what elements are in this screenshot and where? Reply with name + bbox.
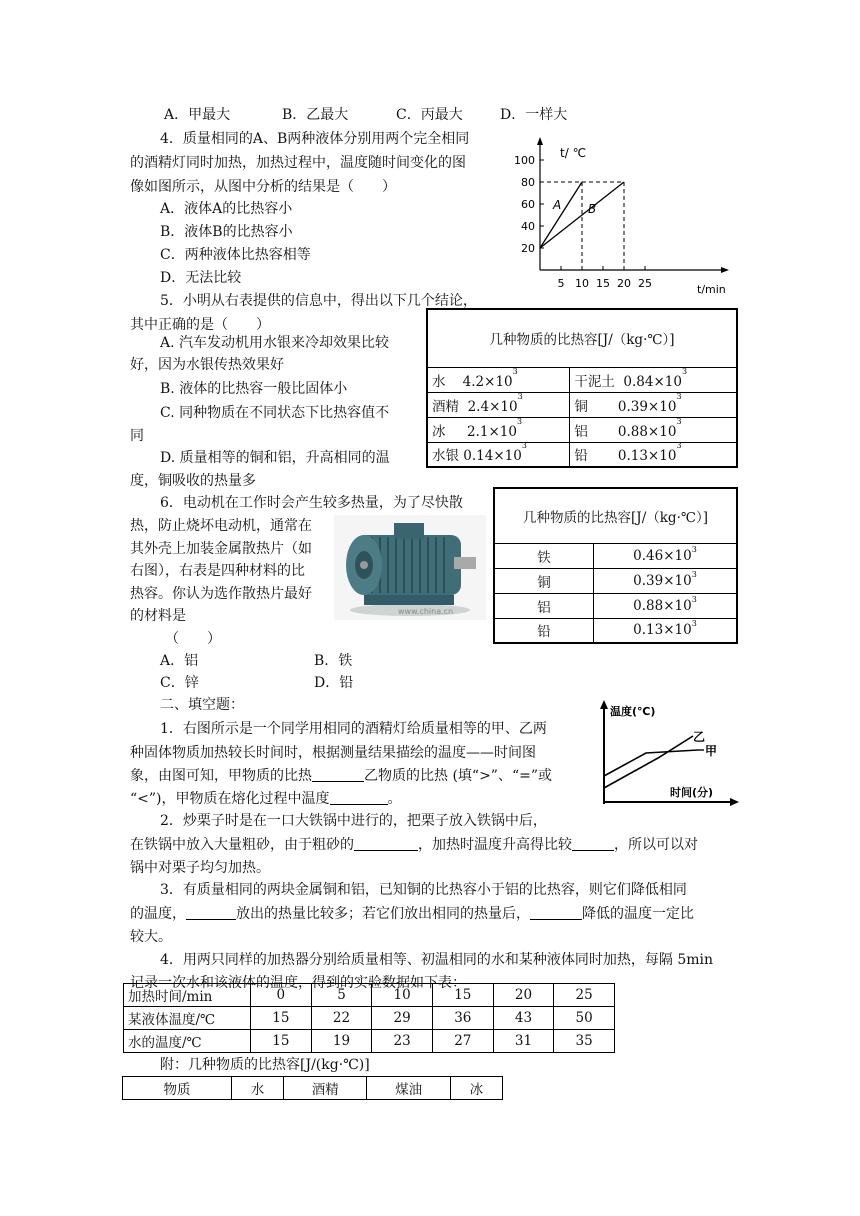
answer-blank[interactable] [330,790,388,805]
table-row: 铝 [494,593,594,618]
answer-blank[interactable] [530,905,582,920]
x-axis-label: 时间(分) [670,786,714,799]
curve-jia [604,750,698,776]
table-row: 冰 $2.1\times 10^3$ [427,417,570,442]
table-row: 干泥土 $0.84\times 10^3$ [570,367,737,392]
table-row: 铁 [494,543,594,568]
table-row: 铝 $0.88\times 10^3$ [570,417,737,442]
series-label-b: B [588,202,597,216]
specific-heat-table [426,308,738,468]
q5-option-d: D. 质量相等的铜和铝，升高相同的温 [160,450,390,466]
q5-line: 其中正确的是（ ） [130,317,270,333]
q6-line: 右图），右表是四种材料的比 [130,563,305,579]
y-axis-label: t/ ℃ [560,146,587,160]
table-row: 水的温度/℃ 15 19 23 27 31 35 [124,1030,615,1053]
temperature-time-chart [505,135,750,305]
table-cell: $0.13\times 10^3$ [594,618,738,643]
answer-blank[interactable] [312,767,364,782]
table-cell: $0.39\times 10^3$ [594,568,738,593]
q4-option-a: A．液体A的比热容小 [160,201,293,217]
q4-line: 4．质量相同的A、B两种液体分别用两个完全相同 [160,131,470,147]
fill1-line: 象，由图可知，甲物质的比热 乙物质的比热 (填“>”、“=”或 [130,768,553,784]
specific-heat-table-2 [493,487,738,644]
table-title: 几种物质的比热容[J/（kg·℃）] [427,309,737,367]
q6-line: 的材料是 [130,608,186,624]
q4-option-c: C．两种液体比热容相等 [160,247,311,263]
section-heading: 二、填空题： [160,697,244,713]
q3-option-b: B．乙最大 [282,107,349,123]
q5-option-a-cont: 好，因为水银传热效果好 [130,357,284,373]
series-label-a: A [553,198,562,212]
fill3-line: 的温度， 放出的热量比较多；若它们放出相同的热量后， 降低的温度一定比 [130,906,694,922]
fill1-line: 种固体物质加热较长时间时，根据测量结果描绘的温度——时间图 [130,745,536,761]
x-axis-arrow [721,267,729,273]
q4-option-b: B．液体B的比热容小 [160,224,293,240]
y-axis-label: 温度(℃) [610,705,656,718]
q5-line: 5．小明从右表提供的信息中，得出以下几个结论， [160,293,477,309]
table-row: 水银 $0.14\times 10^3$ [427,442,570,467]
electric-motor-image [334,515,486,620]
table-row: 水 $4.2\times 10^3$ [427,367,570,392]
q5-option-d-cont: 度，铜吸收的热量多 [130,473,256,489]
q4-line: 像如图所示，从图中分析的结果是（ ） [130,179,396,195]
q6-line: 其外壳上加装金属散热片（如 [130,541,312,557]
melting-graph [598,698,740,806]
table-row: 加热时间/min 0 5 10 15 20 25 [124,984,615,1007]
fill1-line: “<”)，甲物质在熔化过程中温度 。 [130,791,402,807]
fill3-line: 3．有质量相同的两块金属铜和铝，已知铜的比热容小于铝的比热容，则它们降低相同 [160,882,687,898]
q3-option-a: A．甲最大 [164,107,231,123]
label-yi: 乙 [693,730,706,744]
q4-line: 的酒精灯同时加热，加热过程中，温度随时间变化的图 [130,155,466,171]
table-row: 酒精 $2.4\times 10^3$ [427,392,570,417]
answer-blank[interactable] [572,836,614,851]
q6-line: 热，防止烧坏电动机，通常在 [130,518,312,534]
curve-yi [604,736,693,788]
experiment-data-table [123,983,615,1053]
x-tick-label: 5 [557,277,565,290]
fill2-line: 在铁锅中放入大量粗砂，由于粗砂的 ，加热时温度升高得比较 ，所以可以对 [130,837,698,853]
y-tick-label: 20 [521,242,535,255]
q5-option-b: B. 液体的比热容一般比固体小 [160,381,348,397]
table-cell: $0.46\times 10^3$ [594,543,738,568]
y-tick-label: 60 [521,198,535,211]
y-tick-label: 80 [521,176,535,189]
q6-option-c: C．锌 [160,675,199,691]
y-tick-label: 100 [514,154,535,167]
table-row: 某液体温度/℃ 15 22 29 36 43 50 [124,1007,615,1030]
q6-option-a: A．铝 [160,653,199,669]
q6-option-d: D．铅 [314,675,354,691]
table-row: 物质 水 酒精 煤油 冰 [123,1077,503,1100]
table-title: 几种物质的比热容[J/（kg·℃）] [494,488,737,543]
x-tick-label: 25 [638,277,652,290]
fill2-line: 锅中对栗子均匀加热。 [130,860,270,876]
appendix-title: 附：几种物质的比热容[J/(kg·℃)] [160,1057,370,1073]
fill2-line: 2．炒栗子时是在一口大铁锅中进行的，把栗子放入铁锅中后， [160,813,547,829]
q5-option-a: A. 汽车发动机用水银来冷却效果比较 [160,335,390,351]
y-axis-arrow [537,137,543,145]
watermark: www.china.cn [398,607,454,616]
fill1-line: 1．右图所示是一个同学用相同的酒精灯给质量相等的甲、乙两 [160,721,547,737]
series-line-a [540,182,582,248]
q3-option-c: C．丙最大 [396,107,463,123]
q3-option-d: D．一样大 [500,107,568,123]
table-row: 铜 $0.39\times 10^3$ [570,392,737,417]
q6-line: 热容。你认为选作散热片最好 [130,586,312,602]
q6-line: 6．电动机在工作时会产生较多热量，为了尽快散 [160,495,463,511]
fill4-line: 4．用两只同样的加热器分别给质量相等、初温相同的水和某种液体同时加热，每隔 5min [160,952,714,968]
x-axis-label: t/min [697,283,726,296]
q5-option-c: C. 同种物质在不同状态下比热容值不 [160,405,390,421]
x-tick-label: 20 [617,277,631,290]
x-axis-arrow [730,798,739,806]
x-tick-label: 15 [596,277,610,290]
q4-option-d: D．无法比较 [160,270,242,286]
answer-blank[interactable] [186,905,236,920]
y-tick-label: 40 [521,220,535,233]
label-jia: 甲 [705,744,718,758]
table-row: 铅 $0.13\times 10^3$ [570,442,737,467]
answer-blank[interactable] [354,836,418,851]
x-tick-label: 10 [575,277,589,290]
fill4-line: 记录一次水和该液体的温度，得到的实验数据如下表： [130,975,466,991]
q6-option-b: B．铁 [314,653,353,669]
y-axis-arrow [600,700,608,709]
table-row: 铅 [494,618,594,643]
appendix-table [122,1076,503,1100]
q5-option-c-cont: 同 [130,428,144,444]
table-row: 铜 [494,568,594,593]
fill3-line: 较大。 [130,929,172,945]
q6-answer-bracket: （ ） [165,631,221,647]
table-cell: $0.88\times 10^3$ [594,593,738,618]
